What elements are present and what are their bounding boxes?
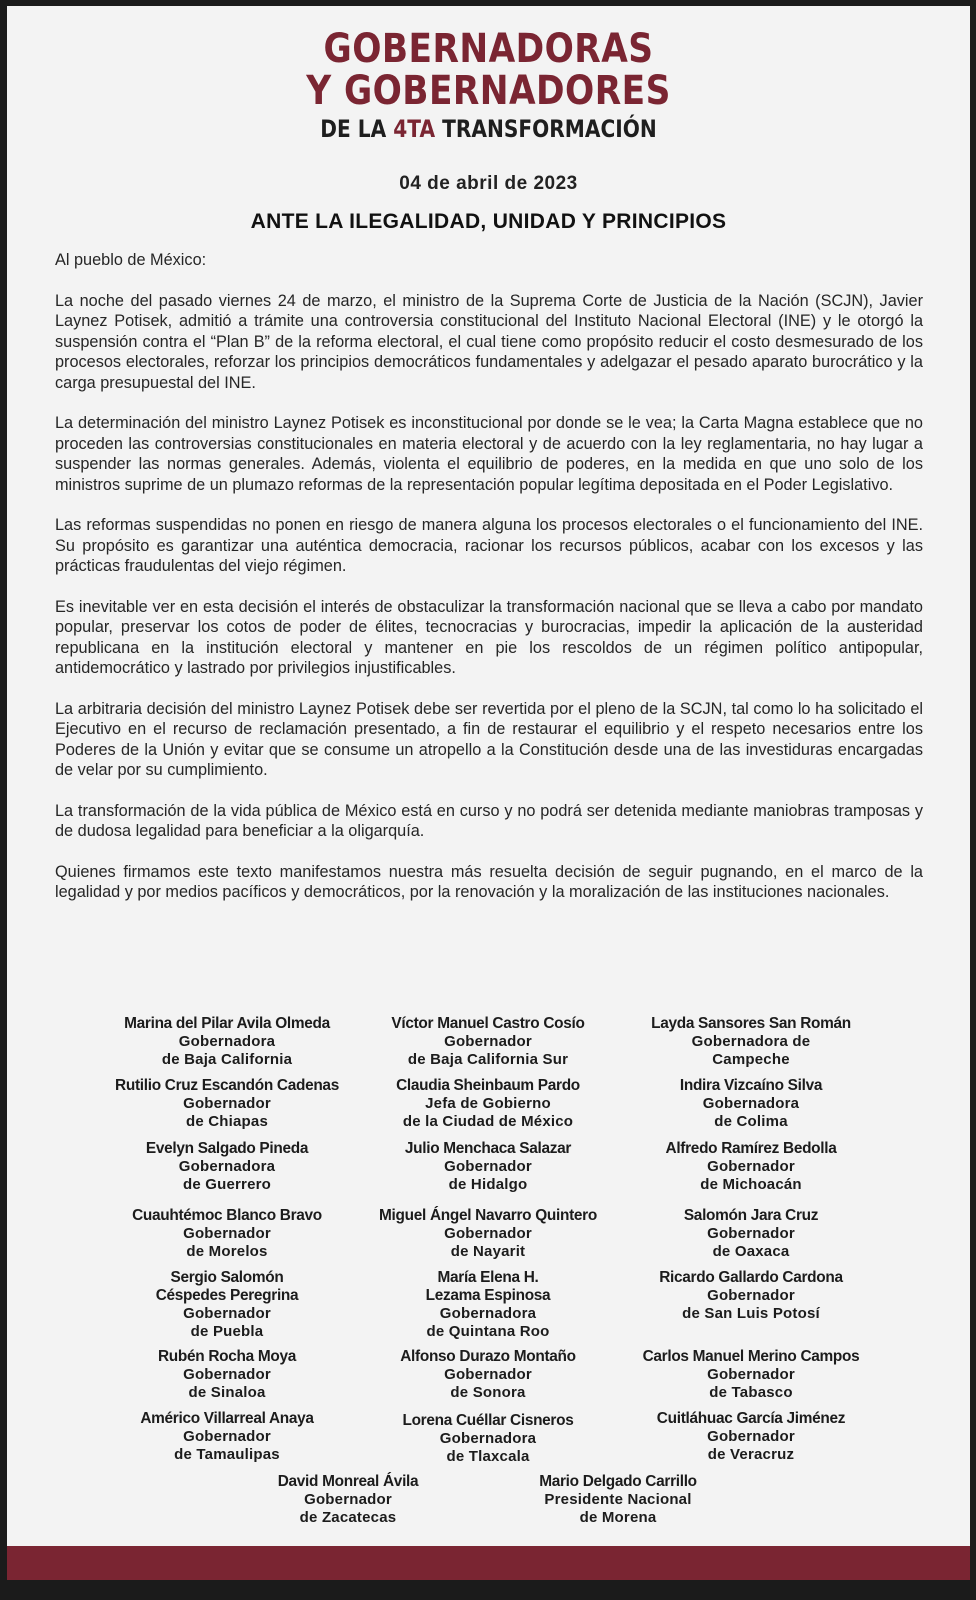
signatory-role: Gobernador xyxy=(444,1033,532,1050)
signature-block xyxy=(606,1077,896,1131)
signatory-role: Gobernador xyxy=(304,1491,392,1508)
signatory-name: Alfredo Ramírez Bedolla xyxy=(665,1140,837,1157)
signatory-name: Lorena Cuéllar Cisneros xyxy=(402,1412,574,1429)
paragraph-4: Es inevitable ver en esta decisión el interés de obstaculizar la transformación nacional que se lleva a cabo por mandato popular, preservar los cotos de poder de élites, tecnocracias y burocracias, impedir la aplicación de la austeridad republicana en la institución electoral y mantener en pie los rescoldos de un régimen político antipopular, antidemocrático y lastrado por privilegios injustificables. xyxy=(55,597,923,677)
signatory-role: Gobernador xyxy=(183,1095,271,1112)
signatory-name: María Elena H. xyxy=(437,1269,539,1286)
signatory-role: Gobernadora xyxy=(439,1305,537,1322)
signature-block xyxy=(343,1348,633,1402)
signature-block xyxy=(343,1269,633,1341)
signatory-role: Gobernador xyxy=(183,1225,271,1242)
signatory-name: Julio Menchaca Salazar xyxy=(404,1140,572,1157)
footer-bar xyxy=(7,1546,970,1580)
signatory-place: de la Ciudad de México xyxy=(402,1113,574,1130)
signatory-role: Gobernador xyxy=(183,1428,271,1445)
signatory-place: de Sonora xyxy=(450,1384,526,1401)
signature-block xyxy=(82,1140,372,1194)
paragraph-3: Las reformas suspendidas no ponen en riesgo de manera alguna los procesos electorales o el funcionamiento del INE. Su propósito es garantizar una auténtica democracia, racionar los recursos públicos, acabar con los excesos y las prácticas fraudulentas del viejo régimen. xyxy=(55,516,923,575)
paragraph-6: La transformación de la vida pública de México está en curso y no podrá ser detenida mediante maniobras tramposas y de dudosa legalidad para beneficiar a la oligarquía. xyxy=(55,801,923,840)
signatory-name: Layda Sansores San Román xyxy=(651,1015,851,1032)
letter-body xyxy=(55,250,923,923)
signatory-place: de Morena xyxy=(579,1509,657,1526)
signatory-role: Gobernador xyxy=(183,1305,271,1322)
signatory-name-line-2: Céspedes Peregrina xyxy=(155,1287,299,1304)
signatory-place: de Hidalgo xyxy=(448,1176,528,1193)
signatory-name: Indira Vizcaíno Silva xyxy=(679,1077,823,1094)
signatory-role: Presidente Nacional xyxy=(544,1491,692,1508)
signatory-place: de Morelos xyxy=(186,1243,268,1260)
document-date: 04 de abril de 2023 xyxy=(399,173,578,194)
signature-block xyxy=(606,1015,896,1069)
signature-block xyxy=(606,1207,896,1261)
signatory-place: de San Luis Potosí xyxy=(682,1305,820,1322)
signature-block xyxy=(82,1015,372,1069)
signatory-place: de Veracruz xyxy=(707,1446,795,1463)
title-line-1: GOBERNADORAS xyxy=(323,26,654,72)
signature-block xyxy=(82,1348,372,1402)
signature-block xyxy=(203,1473,493,1527)
signature-block xyxy=(82,1410,372,1464)
signatory-place: de Tlaxcala xyxy=(446,1448,530,1465)
signatory-name: Sergio Salomón xyxy=(170,1269,284,1286)
signatory-name: Carlos Manuel Merino Campos xyxy=(642,1348,860,1365)
signatory-place: de Puebla xyxy=(190,1323,264,1340)
signatory-name: Cuauhtémoc Blanco Bravo xyxy=(132,1207,322,1224)
signatory-role: Gobernador xyxy=(444,1158,532,1175)
subtitle-suffix: TRANSFORMACIÓN xyxy=(435,115,657,143)
signatory-role: Gobernador xyxy=(707,1428,795,1445)
signatory-place: de Colima xyxy=(714,1113,788,1130)
paragraph-1: La noche del pasado viernes 24 de marzo, el ministro de la Suprema Corte de Justicia de la Nación (SCJN), Javier Laynez Potisek, admitió a trámite una controversia constitucional del Instituto Nacional Electoral (INE) y le otorgó la suspensión contra el “Plan B” de la reforma electoral, el cual tiene como propósito reducir el costo desmesurado de los procesos electorales, reforzar los principios democráticos fundamentales y adelgazar el pesado aparato burocrático y la carga presupuestal del INE. xyxy=(55,291,923,392)
signatory-name: Cuitláhuac García Jiménez xyxy=(656,1410,846,1427)
signatory-place: de Quintana Roo xyxy=(426,1323,550,1340)
signatory-name: Rubén Rocha Moya xyxy=(157,1348,296,1365)
signatory-role: Gobernadora xyxy=(702,1095,800,1112)
document-headline: ANTE LA ILEGALIDAD, UNIDAD Y PRINCIPIOS xyxy=(250,210,727,233)
signature-block xyxy=(606,1410,896,1464)
signatory-role: Gobernadora de xyxy=(691,1033,811,1050)
signatory-name: Alfonso Durazo Montaño xyxy=(400,1348,576,1365)
signatory-role: Gobernadora xyxy=(439,1430,537,1447)
signatory-name: Claudia Sheinbaum Pardo xyxy=(396,1077,580,1094)
document-sheet xyxy=(7,6,970,1580)
signatory-role: Gobernadora xyxy=(178,1158,276,1175)
signatory-name-line-2: Lezama Espinosa xyxy=(425,1287,551,1304)
signatory-name: Víctor Manuel Castro Cosío xyxy=(391,1015,585,1032)
signature-block xyxy=(343,1015,633,1069)
signatory-place: de Tabasco xyxy=(709,1384,793,1401)
signatory-name: Evelyn Salgado Pineda xyxy=(145,1140,309,1157)
signature-block xyxy=(82,1269,372,1341)
signature-block xyxy=(343,1077,633,1131)
signature-block xyxy=(606,1140,896,1194)
signatory-role: Jefa de Gobierno xyxy=(425,1095,551,1112)
signatory-place: Campeche xyxy=(712,1051,790,1068)
signatory-place: de Baja California xyxy=(161,1051,293,1068)
salutation: Al pueblo de México: xyxy=(55,251,207,269)
signature-block xyxy=(343,1412,633,1466)
signatory-name: Miguel Ángel Navarro Quintero xyxy=(379,1207,597,1224)
signatory-place: de Oaxaca xyxy=(712,1243,790,1260)
signatory-role: Gobernador xyxy=(183,1366,271,1383)
signatory-name: Américo Villarreal Anaya xyxy=(140,1410,314,1427)
paragraph-7: Quienes firmamos este texto manifestamos nuestra más resuelta decisión de seguir pugnando, en el marco de la legalidad y por medios pacíficos y democráticos, por la renovación y la moralización de las instituciones nacionales. xyxy=(55,862,923,901)
signatory-place: de Zacatecas xyxy=(299,1509,397,1526)
signatory-role: Gobernador xyxy=(707,1366,795,1383)
signatory-role: Gobernadora xyxy=(178,1033,276,1050)
subtitle-accent: 4TA xyxy=(393,115,436,143)
signatory-role: Gobernador xyxy=(707,1225,795,1242)
signature-block xyxy=(606,1269,896,1323)
subtitle-prefix: DE LA xyxy=(320,115,394,143)
signatory-place: de Sinaloa xyxy=(188,1384,266,1401)
title-line-2: Y GOBERNADORES xyxy=(306,68,671,114)
paragraph-2: La determinación del ministro Laynez Potisek es inconstitucional por donde se le vea; la Carta Magna establece que no proceden las controversias constitucionales en materia electoral y de acuerdo con la ley reglamentaria, no hay lugar a suspender las normas generales. Además, violenta el equilibrio de poderes, en la medida en que uno solo de los ministros suprime de un plumazo reformas de la representación popular legítima depositada en el Poder Legislativo. xyxy=(55,414,923,494)
signature-block xyxy=(606,1348,896,1402)
signatory-place: de Tamaulipas xyxy=(174,1446,280,1463)
signatory-place: de Baja California Sur xyxy=(407,1051,569,1068)
signatory-role: Gobernador xyxy=(707,1287,795,1304)
signature-block xyxy=(82,1207,372,1261)
signature-block xyxy=(343,1140,633,1194)
signatory-role: Gobernador xyxy=(444,1366,532,1383)
letterhead xyxy=(7,28,970,144)
signature-block xyxy=(343,1207,633,1261)
signatory-name: Mario Delgado Carrillo xyxy=(539,1473,697,1490)
signatory-place: de Michoacán xyxy=(700,1176,802,1193)
signatory-name: Salomón Jara Cruz xyxy=(683,1207,819,1224)
signatory-name: David Monreal Ávila xyxy=(277,1473,419,1490)
letterhead-subtitle xyxy=(84,114,893,144)
signatory-name: Rutilio Cruz Escandón Cadenas xyxy=(115,1077,339,1094)
signatory-name: Ricardo Gallardo Cardona xyxy=(659,1269,843,1286)
signature-block xyxy=(473,1473,763,1527)
signatory-place: de Guerrero xyxy=(182,1176,272,1193)
signatory-name: Marina del Pilar Avila Olmeda xyxy=(124,1015,330,1032)
signatory-place: de Chiapas xyxy=(185,1113,269,1130)
signatory-place: de Nayarit xyxy=(450,1243,526,1260)
signatory-role: Gobernador xyxy=(707,1158,795,1175)
signatory-role: Gobernador xyxy=(444,1225,532,1242)
signature-block xyxy=(82,1077,372,1131)
paragraph-5: La arbitraria decisión del ministro Laynez Potisek debe ser revertida por el pleno de la SCJN, tal como lo ha solicitado el Ejecutivo en el recurso de reclamación presentado, a fin de restaurar el equilibrio y el respeto necesarios entre los Poderes de la Unión y evitar que se consume un atropello a la Constitución desde una de las investiduras encargadas de velar por su cumplimiento. xyxy=(55,699,923,779)
